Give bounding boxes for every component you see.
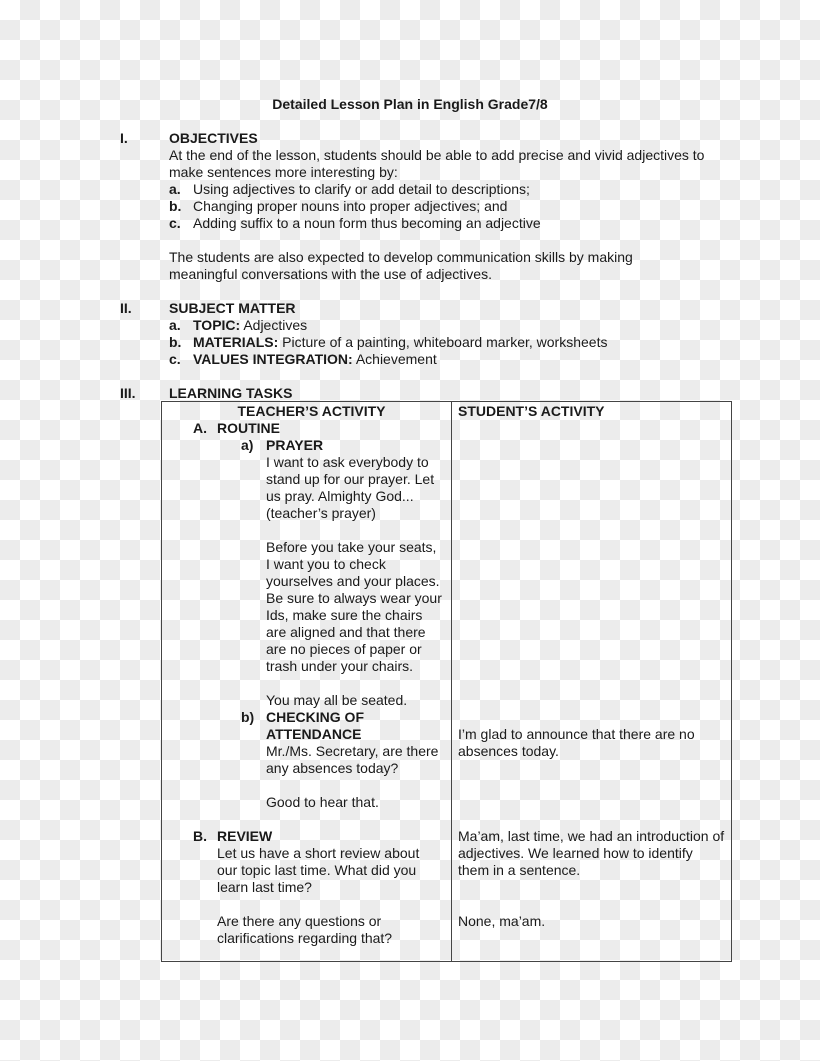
- item-label: b): [241, 709, 255, 725]
- item-key: VALUES INTEGRATION:: [193, 351, 353, 367]
- prayer-paragraph: You may all be seated.: [266, 692, 408, 708]
- objective-item: [169, 198, 749, 215]
- student-activity-column: [458, 403, 728, 929]
- section-heading: LEARNING TASKS: [169, 385, 293, 401]
- item-value: Adjectives: [240, 317, 308, 333]
- attendance-paragraph: Good to hear that.: [266, 794, 379, 810]
- item-key: TOPIC:: [193, 317, 241, 333]
- subject-item: [169, 351, 749, 368]
- student-response: I’m glad to announce that there are no absences today.: [458, 726, 695, 759]
- item-label: B.: [193, 828, 207, 844]
- item-value: Picture of a painting, whiteboard marker, worksheets: [278, 334, 608, 350]
- item-label: a): [241, 437, 254, 453]
- section-heading: SUBJECT MATTER: [169, 300, 296, 316]
- objectives-intro: At the end of the lesson, students should be able to add precise and vivid adjectives to make sentences more interesting by:: [169, 147, 705, 180]
- student-activity-header: STUDENT’S ACTIVITY: [458, 403, 605, 419]
- item-label: a.: [169, 181, 181, 197]
- section-numeral: II.: [120, 300, 132, 316]
- item-label: A.: [193, 420, 207, 436]
- subject-item: [169, 334, 749, 351]
- section-numeral: I.: [120, 130, 128, 146]
- objective-item: [169, 181, 749, 198]
- prayer-paragraph: I want to ask everybody to stand up for our prayer. Let us pray. Almighty God... (teacher’s prayer): [266, 454, 435, 521]
- subject-item: [169, 317, 749, 334]
- review-paragraph: Let us have a short review about our topic last time. What did you learn last time?: [217, 845, 420, 895]
- prayer-paragraph: Before you take your seats, I want you to check yourselves and your places. Be sure to always wear your Ids, make sure the chairs are aligned and that there are no pieces of paper or trash under your chairs.: [266, 539, 442, 674]
- item-text: Adding suffix to a noun form thus becoming an adjective: [193, 215, 541, 231]
- section-numeral: III.: [120, 385, 136, 401]
- attendance-block: [162, 709, 451, 811]
- document-title: Detailed Lesson Plan in English Grade7/8: [272, 96, 548, 112]
- item-label: a.: [169, 317, 181, 333]
- item-label: b.: [169, 198, 182, 214]
- review-paragraph: Are there any questions or clarifications regarding that?: [217, 913, 393, 946]
- section-heading: OBJECTIVES: [169, 130, 258, 146]
- item-heading: CHECKING OF ATTENDANCE: [266, 709, 364, 742]
- review-block: [162, 828, 451, 947]
- item-text: Using adjectives to clarify or add detail to descriptions;: [193, 181, 530, 197]
- item-label: c.: [169, 215, 181, 231]
- item-text: Changing proper nouns into proper adjectives; and: [193, 198, 508, 214]
- learning-tasks-table: [161, 401, 732, 962]
- item-label: b.: [169, 334, 182, 350]
- prayer-block: [162, 437, 451, 709]
- attendance-paragraph: Mr./Ms. Secretary, are there any absences today?: [266, 743, 439, 776]
- item-label: c.: [169, 351, 181, 367]
- item-heading: ROUTINE: [217, 420, 280, 436]
- teacher-activity-header: TEACHER’S ACTIVITY: [237, 403, 386, 419]
- routine-heading: [162, 420, 451, 437]
- column-divider: [451, 402, 452, 961]
- objectives-closing: The students are also expected to develop communication skills by making meaningful conversations with the use of adjectives.: [169, 249, 633, 282]
- student-response: Ma’am, last time, we had an introduction of adjectives. We learned how to identify them in a sentence.: [458, 828, 725, 878]
- item-value: Achievement: [352, 351, 437, 367]
- item-key: MATERIALS:: [193, 334, 279, 350]
- item-heading: REVIEW: [217, 828, 273, 844]
- teacher-activity-column: [162, 403, 451, 947]
- student-response: None, ma’am.: [458, 913, 546, 929]
- item-heading: PRAYER: [266, 437, 324, 453]
- objective-item: [169, 215, 749, 232]
